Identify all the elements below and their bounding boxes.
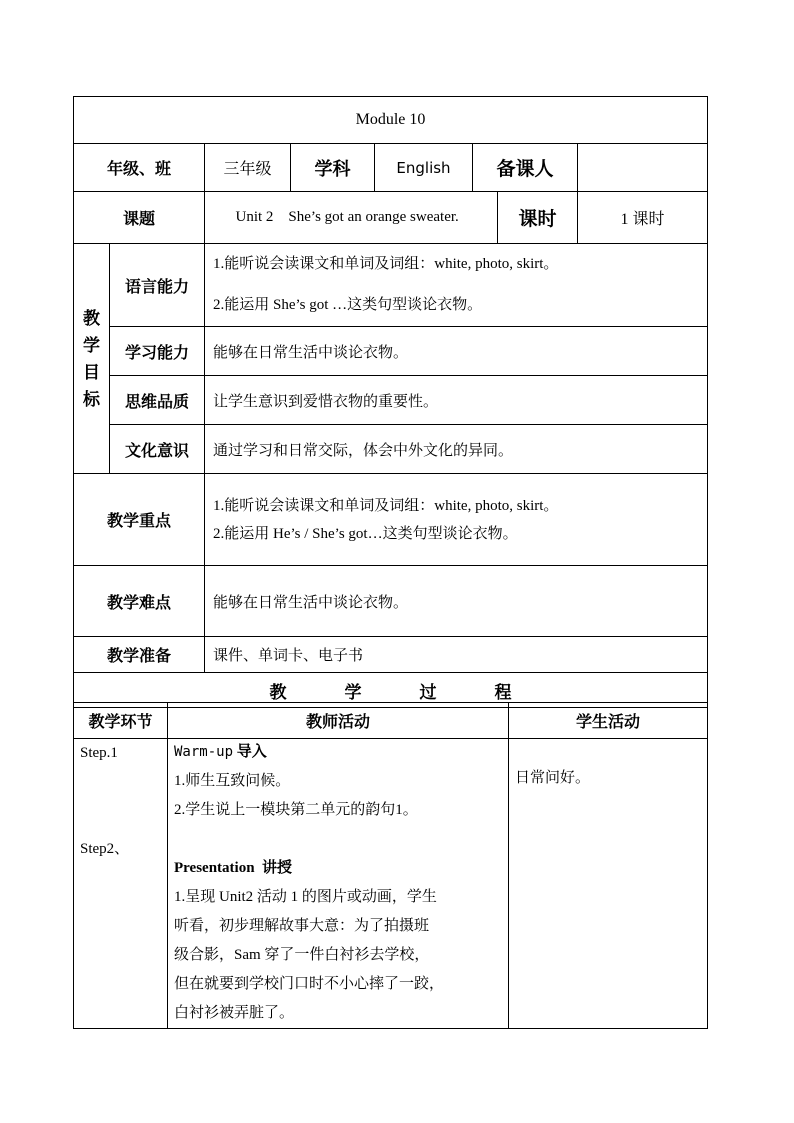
key-point-line-2: 2.能运用 He’s / She’s got…这类句型谈论衣物。 <box>213 525 518 542</box>
goal-culture-label: 文化意识 <box>110 425 205 474</box>
goal-language-line-1: 1.能听说会读课文和单词及词组：white, photo, skirt。 <box>213 256 559 272</box>
teacher-activity-cell <box>168 739 509 1029</box>
process-char-4: 程 <box>494 682 512 702</box>
presentation-title: Presentation 讲授 <box>174 860 293 876</box>
goal-language-label: 语言能力 <box>110 244 205 327</box>
preparer-value <box>578 144 708 192</box>
grade-value: 三年级 <box>205 144 291 192</box>
process-char-3: 过 <box>419 682 437 702</box>
process-char-2: 学 <box>344 682 362 702</box>
header-teacher: 教师活动 <box>168 703 509 739</box>
goal-culture-content: 通过学习和日常交际，体会中外文化的异同。 <box>205 425 708 474</box>
student-activity-text: 日常问好。 <box>515 770 591 786</box>
module-title: Module 10 <box>74 97 708 144</box>
key-points-label: 教学重点 <box>74 474 205 566</box>
grade-label: 年级、班 <box>74 144 205 192</box>
steps-cell <box>74 739 168 1029</box>
blank-line <box>174 825 508 854</box>
warmup-line-2: 2.学生说上一模块第二单元的韵句1。 <box>174 802 418 818</box>
goals-char-1: 教 <box>83 308 100 328</box>
difficulties-label: 教学难点 <box>74 566 205 637</box>
key-point-line-1: 1.能听说会读课文和单词及词组：white, photo, skirt。 <box>213 497 559 514</box>
goal-language-content <box>205 244 708 327</box>
preparation-content: 课件、单词卡、电子书 <box>205 637 708 673</box>
goals-char-3: 目 <box>83 362 100 382</box>
student-activity-cell <box>509 739 708 1029</box>
topic-text: Unit 2 She’s got an orange sweater. <box>235 209 459 225</box>
difficulties-content: 能够在日常生活中谈论衣物。 <box>205 566 708 637</box>
warmup-line-1: 1.师生互致问候。 <box>174 773 291 789</box>
subject-label: 学科 <box>291 144 375 192</box>
topic-label: 课题 <box>74 192 205 244</box>
goal-language-line-2: 2.能运用 She’s got …这类句型谈论衣物。 <box>213 297 483 313</box>
period-value: 1 课时 <box>578 192 708 244</box>
subject-value: English <box>375 144 473 192</box>
warmup-title-en: Warm-up <box>174 744 234 760</box>
process-char-1: 教 <box>269 682 287 702</box>
process-table <box>73 702 708 1029</box>
header-step: 教学环节 <box>74 703 168 739</box>
step-1: Step.1 <box>80 745 118 761</box>
presentation-line-2: 听看，初步理解故事大意：为了拍摄班 <box>174 918 430 934</box>
goal-learning-label: 学习能力 <box>110 327 205 376</box>
presentation-line-1: 1.呈现 Unit2 活动 1 的图片或动画，学生 <box>174 889 437 905</box>
period-label: 课时 <box>498 192 578 244</box>
goals-label <box>74 244 110 474</box>
goal-thinking-label: 思维品质 <box>110 376 205 425</box>
preparer-label: 备课人 <box>473 144 578 192</box>
lesson-plan-table <box>73 96 708 708</box>
presentation-line-3: 级合影，Sam 穿了一件白衬衫去学校， <box>174 947 430 963</box>
preparation-label: 教学准备 <box>74 637 205 673</box>
goals-char-2: 学 <box>83 335 100 355</box>
warmup-title <box>174 739 508 768</box>
goal-thinking-content: 让学生意识到爱惜衣物的重要性。 <box>205 376 708 425</box>
key-points-content <box>205 474 708 566</box>
warmup-title-cn: 导入 <box>233 744 267 760</box>
goal-learning-content: 能够在日常生活中谈论衣物。 <box>205 327 708 376</box>
presentation-line-5: 白衬衫被弄脏了。 <box>174 1005 295 1021</box>
goals-char-4: 标 <box>83 389 100 409</box>
topic-value <box>205 192 498 244</box>
step-2: Step2、 <box>80 841 130 857</box>
presentation-line-4: 但在就要到学校门口时不小心摔了一跤， <box>174 976 445 992</box>
header-student: 学生活动 <box>509 703 708 739</box>
